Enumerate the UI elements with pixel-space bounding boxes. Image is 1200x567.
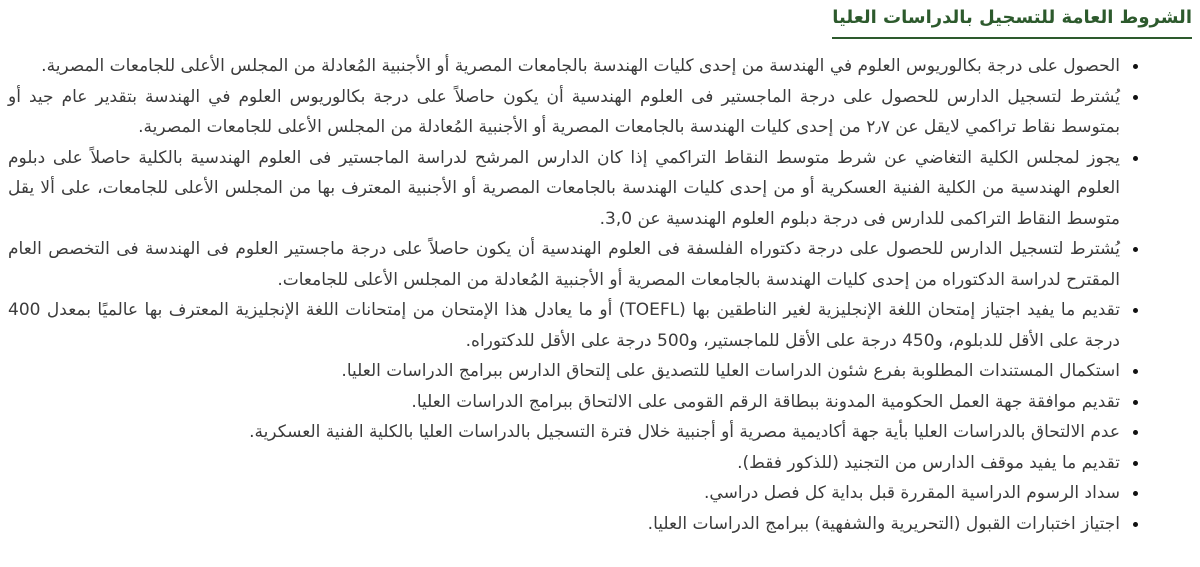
list-item: • تقديم ما يفيد موقف الدارس من التجنيد (للذكور فقط). — [8, 448, 1122, 479]
list-item: • الحصول على درجة بكالوريوس العلوم في الهندسة من إحدى كليات الهندسة بالجامعات المصرية أو الأجنبية المُعادلة من المجلس الأعلى للجامعات المصرية. — [8, 51, 1122, 82]
list-item: • تقديم ما يفيد اجتياز إمتحان اللغة الإنجليزية لغير الناطقين بها (TOEFL) أو ما يعادل هذا الإمتحان من إمتحانات اللغة الإنجليزية المعترف بها عالميًا بمعدل 400 درجة على الأقل للدبلوم، و450 درجة على الأقل للماجستير، و500 درجة على الأقل للدكتوراه. — [8, 295, 1122, 356]
list-item: • استكمال المستندات المطلوبة بفرع شئون الدراسات العليا للتصديق على إلتحاق الدارس ببرامج الدراسات العليا. — [8, 356, 1122, 387]
list-item: • سداد الرسوم الدراسية المقررة قبل بداية كل فصل دراسي. — [8, 478, 1122, 509]
list-item: • عدم الالتحاق بالدراسات العليا بأية جهة أكاديمية مصرية أو أجنبية خلال فترة التسجيل بالدراسات العليا بالكلية الفنية العسكرية. — [8, 417, 1122, 448]
list-item: • يُشترط لتسجيل الدارس للحصول على درجة دكتوراه الفلسفة فى العلوم الهندسية أن يكون حاصلاً على درجة ماجستير العلوم فى الهندسة فى التخصص العام المقترح لدراسة الدكتوراه من إحدى كليات الهندسة بالجامعات المصرية أو الأجنبية المُعادلة من المجلس الأعلى للجامعات. — [8, 234, 1122, 295]
page-title: الشروط العامة للتسجيل بالدراسات العليا — [832, 5, 1192, 39]
list-item: • يُشترط لتسجيل الدارس للحصول على درجة الماجستير فى العلوم الهندسية أن يكون حاصلاً على درجة بكالوريوس العلوم في الهندسة بتقدير عام جيد أو بمتوسط نقاط تراكمي لايقل عن ٢٫٧ من إحدى كليات الهندسة بالجامعات المصرية أو الأجنبية المُعادلة من المجلس الأعلى للجامعات المصرية. — [8, 82, 1122, 143]
list-item: • تقديم موافقة جهة العمل الحكومية المدونة ببطاقة الرقم القومى على الالتحاق ببرامج الدراسات العليا. — [8, 387, 1122, 418]
list-item: • يجوز لمجلس الكلية التغاضي عن شرط متوسط النقاط التراكمي إذا كان الدارس المرشح لدراسة الماجستير فى العلوم الهندسية بالكلية حاصلاً على دبلوم العلوم الهندسية من الكلية الفنية العسكرية أو من إحدى كليات الهندسة بالجامعات المصرية أو الأجنبية المعترف بها من المجلس الأعلى للجامعات، على ألا يقل متوسط النقاط التراكمى للدارس فى درجة دبلوم العلوم الهندسية عن 3,0. — [8, 143, 1122, 235]
list-item: • اجتياز اختبارات القبول (التحريرية والشفهية) ببرامج الدراسات العليا. — [8, 509, 1122, 540]
conditions-list — [8, 51, 1192, 539]
